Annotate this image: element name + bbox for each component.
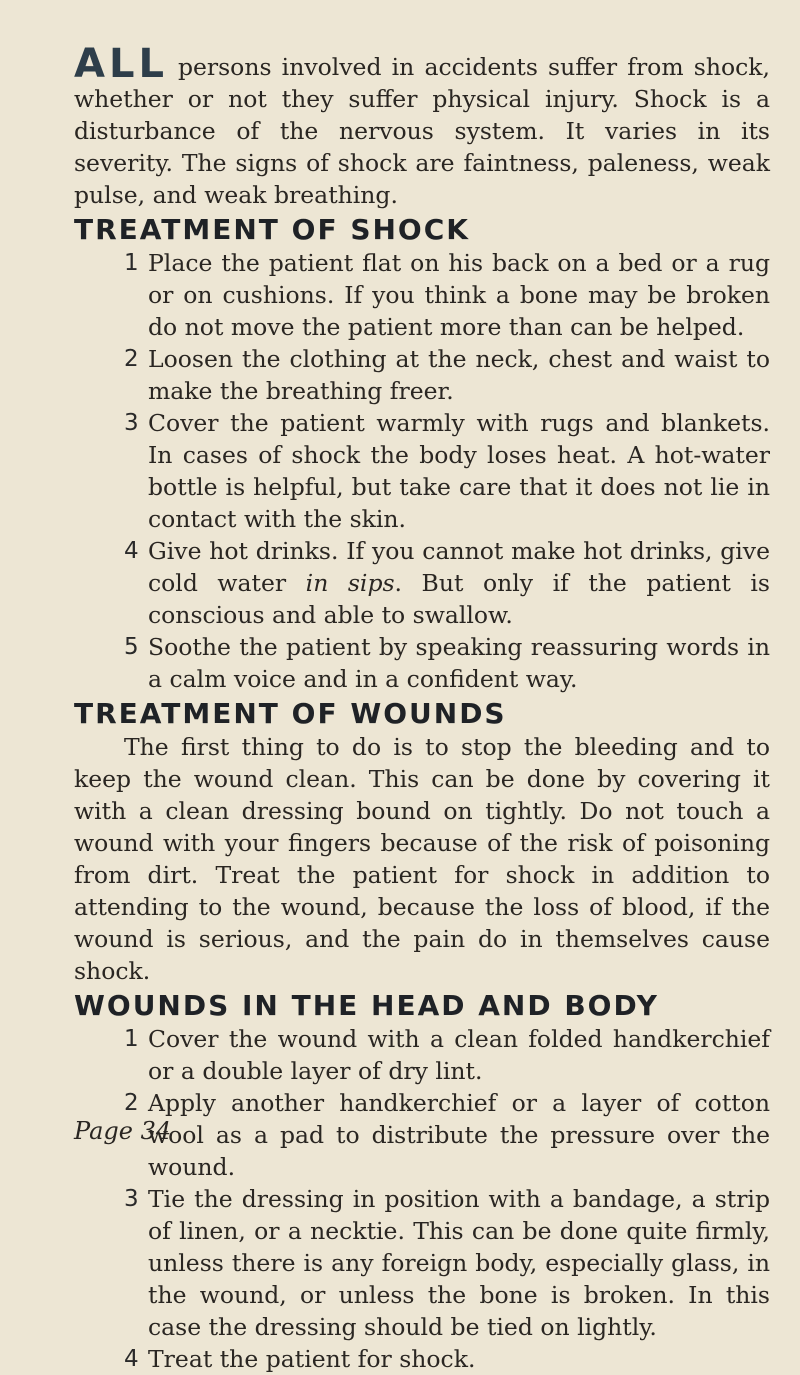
step-text: Treat the patient for shock. [148, 1345, 476, 1373]
list-item [124, 1087, 770, 1183]
page-number: Page 34 [74, 1117, 172, 1145]
intro-text: persons involved in accidents suffer from shock, whether or not they suffer physical injury. Shock is a disturbance of the nervous system. It varies in its severity. The signs of shock are faintness, paleness, weak pulse, and weak breathing. [74, 53, 770, 209]
step-number: 2 [124, 1090, 139, 1116]
step-number: 2 [124, 346, 139, 372]
list-item [124, 1023, 770, 1087]
list-item [124, 407, 770, 535]
step-text-italic: in sips [305, 569, 395, 597]
step-number: 4 [124, 1346, 139, 1372]
step-text-before: Give hot drinks. If you cannot make hot drinks, give cold water [148, 537, 770, 597]
step-number: 5 [124, 634, 139, 660]
step-text-after: . But only if the patient is conscious and able to swallow. [148, 569, 770, 629]
heading-treatment-of-shock: TREATMENT OF SHOCK [74, 213, 470, 246]
list-item [124, 535, 770, 631]
list-item [124, 247, 770, 343]
step-text: Tie the dressing in position with a bandage, a strip of linen, or a necktie. This can be done quite firmly, unless there is any foreign body, especially glass, in the wound, or unless the bone is broken. In this case the dressing should be tied on lightly. [148, 1185, 770, 1341]
page-content [74, 41, 770, 1375]
dropcap: ALL [74, 41, 168, 87]
step-number: 3 [124, 410, 139, 436]
head-body-steps-list [74, 1023, 770, 1375]
heading-wounds-head-body: WOUNDS IN THE HEAD AND BODY [74, 989, 659, 1022]
list-item [124, 631, 770, 695]
step-text: Soothe the patient by speaking reassuring words in a calm voice and in a confident way. [148, 633, 770, 693]
list-item [124, 1343, 770, 1375]
step-text: Cover the wound with a clean folded handkerchief or a double layer of dry lint. [148, 1025, 770, 1085]
step-text: Apply another handkerchief or a layer of cotton wool as a pad to distribute the pressure over the wound. [148, 1089, 770, 1181]
step-number: 1 [124, 250, 139, 276]
step-text: Loosen the clothing at the neck, chest and waist to make the breathing freer. [148, 345, 770, 405]
list-item [124, 1183, 770, 1343]
intro-paragraph [74, 41, 770, 211]
step-text: Place the patient flat on his back on a bed or a rug or on cushions. If you think a bone may be broken do not move the patient more than can be helped. [148, 249, 770, 341]
step-number: 3 [124, 1186, 139, 1212]
list-item [124, 343, 770, 407]
shock-steps-list [74, 247, 770, 695]
wounds-paragraph: The first thing to do is to stop the bleeding and to keep the wound clean. This can be done by covering it with a clean dressing bound on tightly. Do not touch a wound with your fingers because of the risk of poisoning from dirt. Treat the patient for shock in addition to attending to the wound, because the loss of blood, if the wound is serious, and the pain do in themselves cause shock. [74, 733, 770, 985]
heading-treatment-of-wounds: TREATMENT OF WOUNDS [74, 697, 507, 730]
step-text: Cover the patient warmly with rugs and blankets. In cases of shock the body loses heat. A hot-water bottle is helpful, but take care that it does not lie in contact with the skin. [148, 409, 770, 533]
step-number: 4 [124, 538, 139, 564]
step-number: 1 [124, 1026, 139, 1052]
